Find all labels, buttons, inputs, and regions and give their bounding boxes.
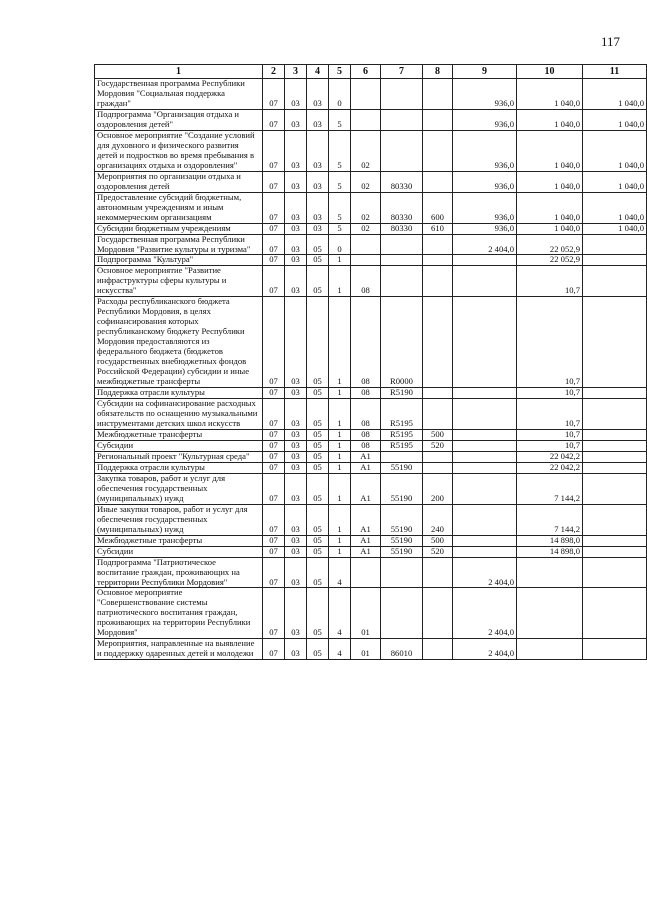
code-section: 07 — [263, 451, 285, 462]
row-name: Предоставление субсидий бюджетным, автономным учреждениям и иным некоммерческим организациям — [95, 192, 263, 223]
column-header: 5 — [329, 65, 351, 79]
row-name: Мероприятия по организации отдыха и оздоровления детей — [95, 171, 263, 192]
amount-col-10: 1 040,0 — [517, 79, 583, 110]
code-subprogram: 4 — [329, 557, 351, 588]
code-direction: 55190 — [381, 535, 423, 546]
code-expense-type — [423, 399, 453, 430]
code-expense-type: 500 — [423, 429, 453, 440]
code-subprogram: 1 — [329, 266, 351, 297]
code-section: 07 — [263, 504, 285, 535]
code-expense-type — [423, 639, 453, 660]
code-direction: 55190 — [381, 473, 423, 504]
table-row — [95, 588, 647, 639]
amount-col-11: 1 040,0 — [583, 223, 647, 234]
code-direction: 55190 — [381, 546, 423, 557]
amount-col-11 — [583, 535, 647, 546]
amount-col-11: 1 040,0 — [583, 109, 647, 130]
table-row — [95, 192, 647, 223]
amount-col-11: 1 040,0 — [583, 192, 647, 223]
code-program: 05 — [307, 266, 329, 297]
code-subprogram: 1 — [329, 546, 351, 557]
amount-col-10: 7 144,2 — [517, 473, 583, 504]
row-name: Основное мероприятие "Совершенствование системы патриотического воспитания граждан, проживающих на территории Республики Мордовия" — [95, 588, 263, 639]
code-event: A1 — [351, 473, 381, 504]
amount-col-10: 22 052,9 — [517, 234, 583, 255]
code-subprogram: 5 — [329, 130, 351, 171]
amount-col-11 — [583, 429, 647, 440]
table-row — [95, 473, 647, 504]
code-expense-type: 200 — [423, 473, 453, 504]
code-expense-type: 520 — [423, 546, 453, 557]
row-name: Субсидии бюджетным учреждениям — [95, 223, 263, 234]
amount-col-10: 14 898,0 — [517, 546, 583, 557]
row-name: Подпрограмма "Организация отдыха и оздоровления детей" — [95, 109, 263, 130]
code-event: A1 — [351, 546, 381, 557]
code-event: 08 — [351, 440, 381, 451]
code-direction: R5190 — [381, 388, 423, 399]
code-subsection: 03 — [285, 639, 307, 660]
code-subsection: 03 — [285, 504, 307, 535]
code-subsection: 03 — [285, 557, 307, 588]
code-section: 07 — [263, 535, 285, 546]
code-subprogram: 1 — [329, 473, 351, 504]
row-name: Закупка товаров, работ и услуг для обеспечения государственных (муниципальных) нужд — [95, 473, 263, 504]
code-section: 07 — [263, 130, 285, 171]
code-subprogram: 5 — [329, 223, 351, 234]
code-section: 07 — [263, 192, 285, 223]
amount-col-11 — [583, 588, 647, 639]
amount-col-10: 14 898,0 — [517, 535, 583, 546]
amount-col-10: 22 042,2 — [517, 462, 583, 473]
amount-col-11 — [583, 266, 647, 297]
amount-col-10 — [517, 588, 583, 639]
amount-col-9 — [453, 297, 517, 388]
amount-col-11 — [583, 388, 647, 399]
table-row — [95, 297, 647, 388]
code-program: 03 — [307, 79, 329, 110]
amount-col-9: 936,0 — [453, 192, 517, 223]
code-expense-type: 600 — [423, 192, 453, 223]
code-direction: R5195 — [381, 399, 423, 430]
code-event: 02 — [351, 223, 381, 234]
code-subsection: 03 — [285, 451, 307, 462]
code-program: 05 — [307, 429, 329, 440]
table-row — [95, 440, 647, 451]
code-expense-type — [423, 462, 453, 473]
table-row — [95, 462, 647, 473]
row-name: Расходы республиканского бюджета Республики Мордовия, в целях софинансирования которых республиканскому бюджету Республики Мордовия предоставляются из федерального бюджета (бюджетов государственных внебюджетных фондов Российской Федерации) субсидии и иные межбюджетные трансферты — [95, 297, 263, 388]
code-direction — [381, 451, 423, 462]
amount-col-10: 1 040,0 — [517, 109, 583, 130]
code-direction: 80330 — [381, 192, 423, 223]
table-row — [95, 399, 647, 430]
amount-col-10: 22 052,9 — [517, 255, 583, 266]
table-row — [95, 504, 647, 535]
code-direction — [381, 557, 423, 588]
column-header: 3 — [285, 65, 307, 79]
code-subprogram: 5 — [329, 171, 351, 192]
code-direction: R5195 — [381, 440, 423, 451]
table-row — [95, 535, 647, 546]
code-expense-type — [423, 109, 453, 130]
code-subprogram: 0 — [329, 79, 351, 110]
table-header-row — [95, 65, 647, 79]
code-direction — [381, 79, 423, 110]
amount-col-11 — [583, 557, 647, 588]
code-event — [351, 255, 381, 266]
row-name: Субсидии — [95, 440, 263, 451]
row-name: Иные закупки товаров, работ и услуг для обеспечения государственных (муниципальных) нужд — [95, 504, 263, 535]
amount-col-11 — [583, 451, 647, 462]
row-name: Государственная программа Республики Мордовия "Развитие культуры и туризма" — [95, 234, 263, 255]
code-section: 07 — [263, 399, 285, 430]
code-subsection: 03 — [285, 535, 307, 546]
code-direction — [381, 130, 423, 171]
code-expense-type — [423, 255, 453, 266]
page-number: 117 — [600, 34, 620, 49]
amount-col-11 — [583, 546, 647, 557]
table-row — [95, 557, 647, 588]
code-section: 07 — [263, 440, 285, 451]
amount-col-9: 2 404,0 — [453, 557, 517, 588]
code-program: 05 — [307, 639, 329, 660]
amount-col-9 — [453, 388, 517, 399]
code-event — [351, 79, 381, 110]
code-program: 05 — [307, 451, 329, 462]
amount-col-9 — [453, 440, 517, 451]
amount-col-10: 7 144,2 — [517, 504, 583, 535]
code-event: A1 — [351, 451, 381, 462]
table-row — [95, 255, 647, 266]
amount-col-11 — [583, 473, 647, 504]
code-event: A1 — [351, 462, 381, 473]
amount-col-9: 2 404,0 — [453, 234, 517, 255]
code-subsection: 03 — [285, 473, 307, 504]
code-expense-type: 500 — [423, 535, 453, 546]
amount-col-10 — [517, 557, 583, 588]
table-row — [95, 171, 647, 192]
amount-col-10: 10,7 — [517, 388, 583, 399]
amount-col-10: 10,7 — [517, 429, 583, 440]
code-event — [351, 234, 381, 255]
code-expense-type — [423, 79, 453, 110]
amount-col-9: 936,0 — [453, 79, 517, 110]
code-program: 05 — [307, 234, 329, 255]
table-row — [95, 130, 647, 171]
code-subprogram: 1 — [329, 504, 351, 535]
code-subprogram: 1 — [329, 388, 351, 399]
code-program: 03 — [307, 223, 329, 234]
code-subprogram: 1 — [329, 429, 351, 440]
code-event: 01 — [351, 588, 381, 639]
code-subsection: 03 — [285, 297, 307, 388]
code-direction: 55190 — [381, 462, 423, 473]
code-program: 05 — [307, 399, 329, 430]
code-subprogram: 1 — [329, 297, 351, 388]
column-header: 8 — [423, 65, 453, 79]
code-subsection: 03 — [285, 223, 307, 234]
table-body — [95, 79, 647, 660]
code-program: 05 — [307, 388, 329, 399]
code-event: 02 — [351, 171, 381, 192]
row-name: Межбюджетные трансферты — [95, 535, 263, 546]
code-program: 03 — [307, 109, 329, 130]
column-header: 2 — [263, 65, 285, 79]
code-expense-type: 240 — [423, 504, 453, 535]
code-subsection: 03 — [285, 462, 307, 473]
amount-col-9 — [453, 462, 517, 473]
code-direction — [381, 234, 423, 255]
row-name: Межбюджетные трансферты — [95, 429, 263, 440]
code-event: 08 — [351, 429, 381, 440]
amount-col-11 — [583, 639, 647, 660]
code-section: 07 — [263, 171, 285, 192]
code-event: 01 — [351, 639, 381, 660]
code-event: 02 — [351, 192, 381, 223]
code-program: 03 — [307, 130, 329, 171]
amount-col-10 — [517, 639, 583, 660]
code-subsection: 03 — [285, 255, 307, 266]
table-row — [95, 388, 647, 399]
column-header: 7 — [381, 65, 423, 79]
amount-col-9: 936,0 — [453, 109, 517, 130]
code-direction: 80330 — [381, 223, 423, 234]
amount-col-11 — [583, 440, 647, 451]
code-expense-type — [423, 130, 453, 171]
code-program: 05 — [307, 462, 329, 473]
amount-col-11 — [583, 234, 647, 255]
row-name: Субсидии — [95, 546, 263, 557]
code-subprogram: 4 — [329, 588, 351, 639]
code-direction: R0000 — [381, 297, 423, 388]
row-name: Субсидии на софинансирование расходных обязательств по оснащению музыкальными инструментами детских школ искусств — [95, 399, 263, 430]
code-direction — [381, 588, 423, 639]
code-expense-type — [423, 171, 453, 192]
code-direction: 86010 — [381, 639, 423, 660]
code-section: 07 — [263, 266, 285, 297]
code-program: 05 — [307, 557, 329, 588]
code-section: 07 — [263, 473, 285, 504]
amount-col-10: 10,7 — [517, 440, 583, 451]
code-subprogram: 4 — [329, 639, 351, 660]
row-name: Подпрограмма "Культура" — [95, 255, 263, 266]
amount-col-10: 22 042,2 — [517, 451, 583, 462]
column-header: 9 — [453, 65, 517, 79]
code-event: A1 — [351, 504, 381, 535]
code-event — [351, 557, 381, 588]
table-row — [95, 639, 647, 660]
code-program: 05 — [307, 297, 329, 388]
code-event: 08 — [351, 399, 381, 430]
code-expense-type — [423, 266, 453, 297]
row-name: Поддержка отрасли культуры — [95, 462, 263, 473]
amount-col-9: 2 404,0 — [453, 639, 517, 660]
table-row — [95, 546, 647, 557]
amount-col-11 — [583, 255, 647, 266]
amount-col-11 — [583, 462, 647, 473]
column-header: 10 — [517, 65, 583, 79]
code-subsection: 03 — [285, 266, 307, 297]
amount-col-9 — [453, 546, 517, 557]
amount-col-10: 10,7 — [517, 266, 583, 297]
code-expense-type — [423, 388, 453, 399]
column-header: 11 — [583, 65, 647, 79]
code-direction — [381, 255, 423, 266]
column-header: 4 — [307, 65, 329, 79]
code-direction — [381, 266, 423, 297]
amount-col-11: 1 040,0 — [583, 171, 647, 192]
code-program: 05 — [307, 255, 329, 266]
code-direction: 55190 — [381, 504, 423, 535]
code-subprogram: 5 — [329, 109, 351, 130]
code-expense-type: 610 — [423, 223, 453, 234]
code-event: 02 — [351, 130, 381, 171]
code-subsection: 03 — [285, 130, 307, 171]
row-name: Региональный проект "Культурная среда" — [95, 451, 263, 462]
amount-col-9 — [453, 255, 517, 266]
amount-col-10: 1 040,0 — [517, 130, 583, 171]
table-row — [95, 266, 647, 297]
code-program: 05 — [307, 535, 329, 546]
table-row — [95, 234, 647, 255]
amount-col-11 — [583, 504, 647, 535]
code-event: 08 — [351, 297, 381, 388]
code-program: 03 — [307, 192, 329, 223]
row-name: Государственная программа Республики Мордовия "Социальная поддержка граждан" — [95, 79, 263, 110]
code-section: 07 — [263, 388, 285, 399]
amount-col-10: 1 040,0 — [517, 223, 583, 234]
code-program: 05 — [307, 473, 329, 504]
code-subprogram: 1 — [329, 535, 351, 546]
amount-col-11: 1 040,0 — [583, 130, 647, 171]
amount-col-9 — [453, 429, 517, 440]
amount-col-10: 1 040,0 — [517, 171, 583, 192]
code-subprogram: 1 — [329, 440, 351, 451]
code-section: 07 — [263, 546, 285, 557]
code-subsection: 03 — [285, 440, 307, 451]
amount-col-9 — [453, 504, 517, 535]
code-expense-type — [423, 234, 453, 255]
amount-col-9 — [453, 535, 517, 546]
table-row — [95, 79, 647, 110]
code-subprogram: 1 — [329, 462, 351, 473]
code-subprogram: 1 — [329, 255, 351, 266]
amount-col-9 — [453, 451, 517, 462]
code-program: 05 — [307, 588, 329, 639]
amount-col-9 — [453, 399, 517, 430]
row-name: Подпрограмма "Патриотическое воспитание граждан, проживающих на территории Республики Мордовия" — [95, 557, 263, 588]
code-section: 07 — [263, 557, 285, 588]
code-subprogram: 1 — [329, 451, 351, 462]
amount-col-9: 936,0 — [453, 223, 517, 234]
table-row — [95, 223, 647, 234]
amount-col-11 — [583, 399, 647, 430]
amount-col-10: 1 040,0 — [517, 192, 583, 223]
code-section: 07 — [263, 255, 285, 266]
amount-col-11: 1 040,0 — [583, 79, 647, 110]
code-section: 07 — [263, 462, 285, 473]
code-section: 07 — [263, 223, 285, 234]
code-subsection: 03 — [285, 399, 307, 430]
code-section: 07 — [263, 639, 285, 660]
amount-col-10: 10,7 — [517, 297, 583, 388]
code-program: 05 — [307, 504, 329, 535]
code-event: 08 — [351, 388, 381, 399]
amount-col-9: 936,0 — [453, 130, 517, 171]
amount-col-9 — [453, 266, 517, 297]
code-section: 07 — [263, 429, 285, 440]
code-subsection: 03 — [285, 546, 307, 557]
code-subprogram: 1 — [329, 399, 351, 430]
row-name: Основное мероприятие "Создание условий для духовного и физического развития детей и подростков во время пребывания в организациях отдыха и оздоровления" — [95, 130, 263, 171]
row-name: Основное мероприятие "Развитие инфраструктуры сферы культуры и искусства" — [95, 266, 263, 297]
amount-col-9 — [453, 473, 517, 504]
code-section: 07 — [263, 109, 285, 130]
code-direction: 80330 — [381, 171, 423, 192]
code-program: 03 — [307, 171, 329, 192]
code-subsection: 03 — [285, 109, 307, 130]
column-header: 1 — [95, 65, 263, 79]
code-subprogram: 5 — [329, 192, 351, 223]
code-program: 05 — [307, 546, 329, 557]
row-name: Поддержка отрасли культуры — [95, 388, 263, 399]
code-subsection: 03 — [285, 388, 307, 399]
code-section: 07 — [263, 588, 285, 639]
amount-col-9: 2 404,0 — [453, 588, 517, 639]
code-subsection: 03 — [285, 79, 307, 110]
code-subsection: 03 — [285, 192, 307, 223]
code-direction: R5195 — [381, 429, 423, 440]
table-row — [95, 109, 647, 130]
row-name: Мероприятия, направленные на выявление и поддержку одаренных детей и молодежи — [95, 639, 263, 660]
code-expense-type — [423, 557, 453, 588]
amount-col-10: 10,7 — [517, 399, 583, 430]
code-event — [351, 109, 381, 130]
code-subsection: 03 — [285, 588, 307, 639]
table-row — [95, 429, 647, 440]
code-section: 07 — [263, 79, 285, 110]
table-row — [95, 451, 647, 462]
code-expense-type — [423, 588, 453, 639]
code-event: A1 — [351, 535, 381, 546]
code-subsection: 03 — [285, 234, 307, 255]
code-expense-type — [423, 297, 453, 388]
code-program: 05 — [307, 440, 329, 451]
code-section: 07 — [263, 234, 285, 255]
budget-table — [94, 64, 647, 660]
column-header: 6 — [351, 65, 381, 79]
code-expense-type — [423, 451, 453, 462]
code-event: 08 — [351, 266, 381, 297]
code-section: 07 — [263, 297, 285, 388]
code-subsection: 03 — [285, 429, 307, 440]
code-direction — [381, 109, 423, 130]
amount-col-9: 936,0 — [453, 171, 517, 192]
code-subsection: 03 — [285, 171, 307, 192]
amount-col-11 — [583, 297, 647, 388]
code-expense-type: 520 — [423, 440, 453, 451]
code-subprogram: 0 — [329, 234, 351, 255]
